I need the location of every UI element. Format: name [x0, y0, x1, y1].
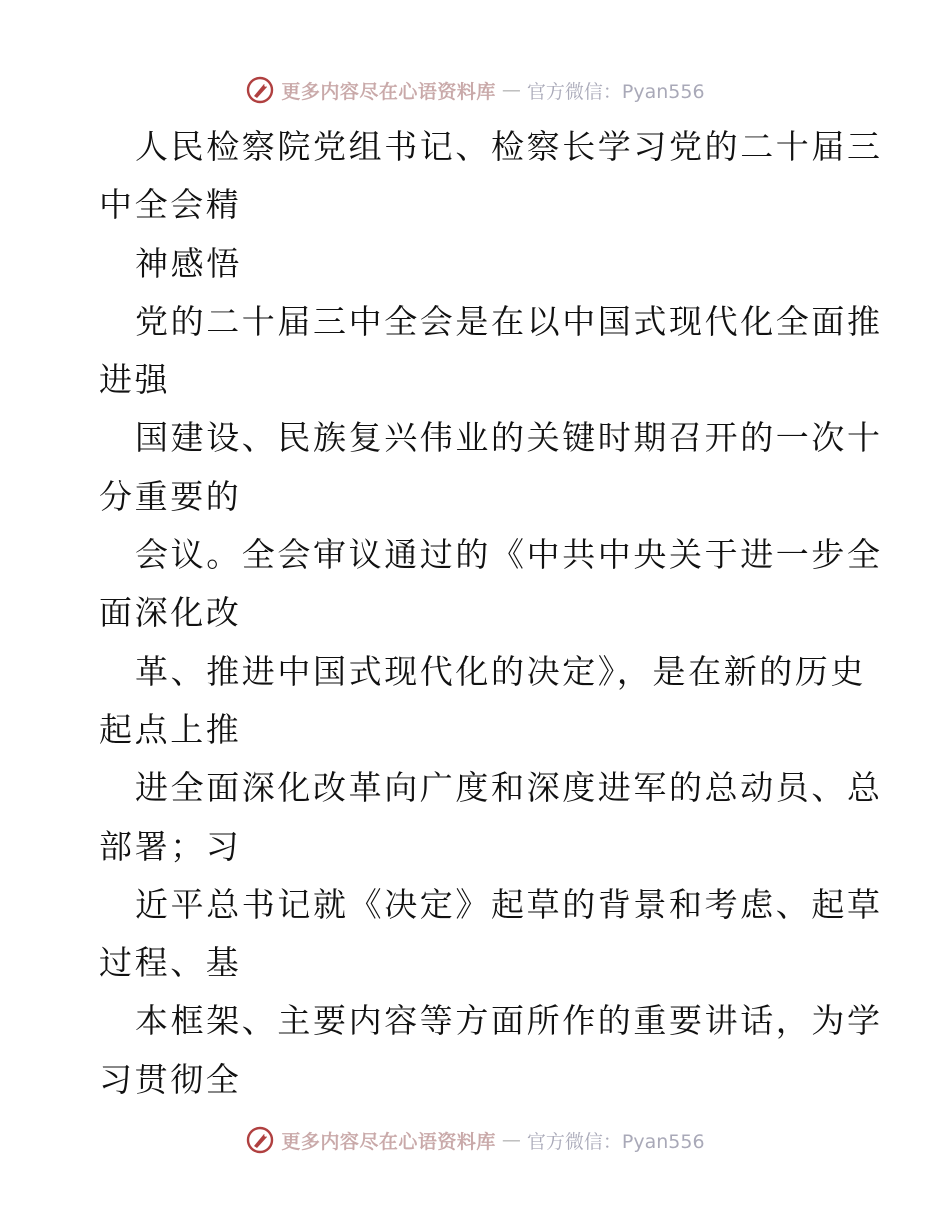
body-line: 革、推进中国式现代化的决定》，是在新的历史	[135, 651, 867, 691]
body-line: 会议。全会审议通过的《中共中央关于进一步全	[135, 535, 883, 575]
header-watermark	[0, 70, 950, 110]
watermark-separator: —	[501, 79, 521, 101]
body-line: 近平总书记就《决定》起草的背景和考虑、起草	[135, 884, 883, 924]
body-line: 起点上推	[99, 709, 242, 749]
body-line: 面深化改	[99, 593, 242, 633]
body-line: 过程、基	[99, 943, 242, 983]
pen-nib-seal-icon	[245, 1125, 275, 1155]
body-line: 国建设、民族复兴伟业的关键时期召开的一次十	[135, 418, 883, 458]
footer-watermark	[0, 1120, 950, 1160]
body-line: 中全会精	[99, 185, 242, 225]
body-line: 神感悟	[135, 243, 242, 283]
body-line: 人民检察院党组书记、检察长学习党的二十届三	[135, 127, 883, 166]
body-line: 分重要的	[99, 476, 242, 516]
body-line: 进强	[99, 360, 171, 400]
pen-nib-seal-icon	[245, 75, 275, 105]
body-line: 部署；习	[99, 826, 242, 866]
body-line: 进全面深化改革向广度和深度进军的总动员、总	[135, 768, 883, 808]
body-line: 党的二十届三中全会是在以中国式现代化全面推	[135, 301, 883, 341]
watermark-brand-text: 更多内容尽在心语资料库	[281, 1130, 496, 1153]
watermark-separator: —	[501, 1129, 521, 1151]
watermark-brand-text: 更多内容尽在心语资料库	[281, 80, 496, 103]
watermark-contact-text: 官方微信：Pyan556	[526, 1130, 705, 1153]
body-line: 习贯彻全	[99, 1059, 242, 1099]
body-line: 本框架、主要内容等方面所作的重要讲话，为学	[135, 1001, 883, 1041]
watermark-contact-text: 官方微信：Pyan556	[526, 80, 705, 103]
document-body	[99, 118, 883, 1109]
